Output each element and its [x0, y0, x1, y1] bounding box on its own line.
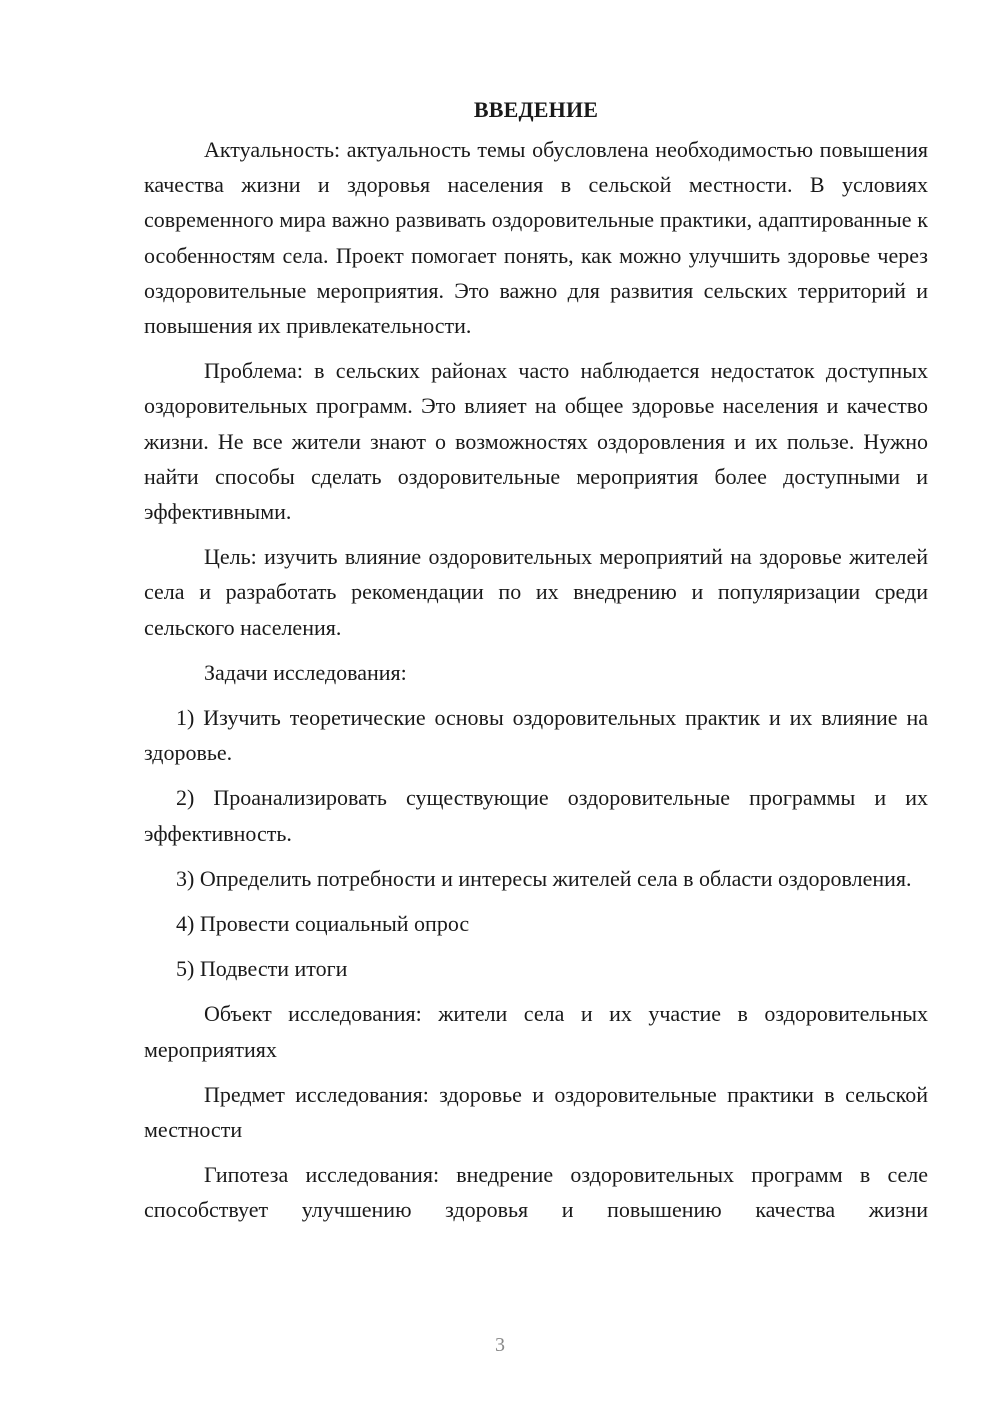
- task-item-4: 4) Провести социальный опрос: [176, 911, 470, 937]
- page-title: ВВЕДЕНИЕ: [473, 97, 599, 122]
- task-item-1: 1) Изучить теоретические основы оздоровительных практик и их влияние на здоровье.: [144, 705, 928, 766]
- hypothesis-paragraph: Гипотеза исследования: внедрение оздоровительных программ в селе способствует улучшению здоровья и повышению качества жизни: [144, 1162, 928, 1223]
- page-number: 3: [495, 1334, 505, 1356]
- task-item-3: 3) Определить потребности и интересы жителей села в области оздоровления.: [176, 865, 912, 891]
- object-paragraph: Объект исследования: жители села и их участие в оздоровительных мероприятиях: [144, 1001, 928, 1062]
- tasks-title: Задачи исследования:: [204, 659, 407, 685]
- goal-paragraph: Цель: изучить влияние оздоровительных мероприятий на здоровье жителей села и разработать рекомендации по их внедрению и популяризации среди сельского населения.: [144, 544, 928, 640]
- document-page: [144, 92, 928, 1238]
- subject-paragraph: Предмет исследования: здоровье и оздоровительные практики в сельской местности: [144, 1081, 928, 1143]
- task-item-5: 5) Подвести итоги: [176, 956, 348, 982]
- task-item-2: 2) Проанализировать существующие оздоровительные программы и их эффективность.: [144, 785, 928, 846]
- problem-paragraph: Проблема: в сельских районах часто наблюдается недостаток доступных оздоровительных программ. Это влияет на общее здоровье населения и качество жизни. Не все жители знают о возможностях оздоровления и их пользе. Нужно найти способы сделать оздоровительные мероприятия более доступными и эффективными.: [144, 358, 928, 525]
- relevance-paragraph: Актуальность: актуальность темы обусловлена необходимостью повышения качества жизни и здоровья населения в сельской местности. В условиях современного мира важно развивать оздоровительные практики, адаптированные к особенностям села. Проект помогает понять, как можно улучшить здоровье через оздоровительные мероприятия. Это важно для развития сельских территорий и повышения их привлекательности.: [144, 137, 928, 339]
